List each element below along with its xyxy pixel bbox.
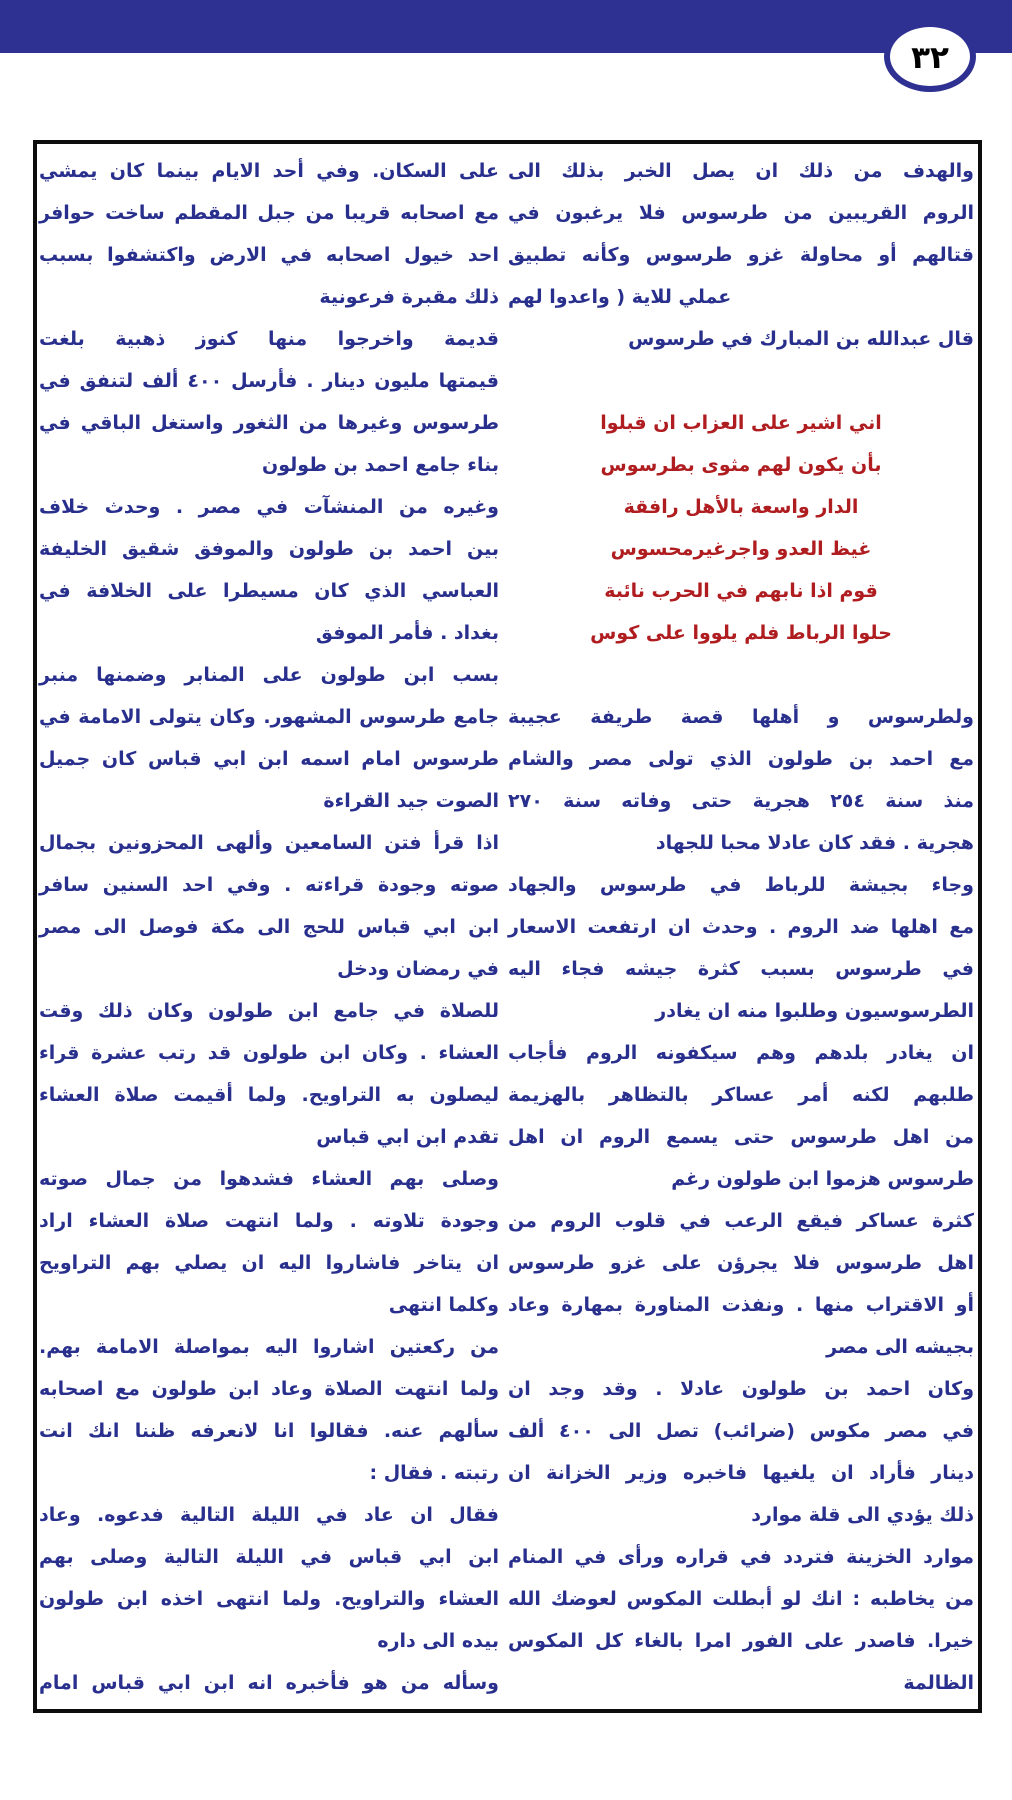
text-line: ابن ابي قباس في الليلة التالية وصلى بهم — [39, 1546, 499, 1568]
text-line: سألهم عنه. فقالوا انا لانعرفه ظننا انك انت — [39, 1420, 499, 1442]
text-line: ابن ابي قباس للحج الى مكة فوصل الى مصر — [39, 916, 499, 938]
text-line: من ركعتين اشاروا اليه بمواصلة الامامة بهم. — [39, 1336, 499, 1358]
text-line: ولطرسوس و أهلها قصة طريفة عجيبة — [508, 706, 974, 728]
text-line: حلوا الرباط فلم يلووا على كوس — [590, 622, 892, 644]
text-line: احد خيول اصحابه في الارض واكتشفوا بسبب — [39, 244, 499, 266]
text-line: قوم اذا نابهم في الحرب نائبة — [604, 580, 878, 602]
text-line: الطرسوسيون وطلبوا منه ان يغادر — [655, 1000, 974, 1022]
text-line: أو الاقتراب منها . ونفذت المناورة بمهارة وعاد — [508, 1294, 974, 1316]
text-line: ان يتاخر فاشاروا اليه ان يصلي بهم التراويح — [39, 1252, 499, 1274]
text-line: مع اهلها ضد الروم . وحدث ان ارتفعت الاسعار — [508, 916, 974, 938]
text-line: وصلى بهم العشاء فشدهوا من جمال صوته — [39, 1168, 499, 1190]
text-line: بسب ابن طولون على المنابر وضمنها منبر — [39, 664, 499, 686]
text-line: طرسوس هزموا ابن طولون رغم — [671, 1168, 974, 1190]
text-line: وكلما انتهى — [388, 1294, 499, 1316]
text-line: تقدم ابن ابي قباس — [316, 1126, 499, 1148]
text-line: ان يغادر بلدهم وهم سيكفونه الروم فأجاب — [508, 1042, 974, 1064]
text-line: قيمتها مليون دينار . فأرسل ٤٠٠ ألف لتنفق في — [39, 370, 499, 392]
text-line: مع اصحابه قريبا من جبل المقطم ساخت حوافر — [39, 202, 499, 224]
text-line: غيظ العدو واجرغيرمحسوس — [610, 538, 872, 560]
text-line: ذلك مقبرة فرعونية — [319, 286, 499, 308]
text-line: الدار واسعة بالأهل رافقة — [623, 496, 859, 518]
text-line: على السكان. وفي أحد الايام بينما كان يمشي — [39, 160, 499, 182]
content-frame — [33, 140, 982, 1713]
text-line: منذ سنة ٢٥٤ هجرية حتى وفاته سنة ٢٧٠ — [508, 790, 975, 812]
text-line: الصوت جيد القراءة — [323, 790, 499, 812]
text-line: وسأله من هو فأخبره انه ابن ابي قباس امام — [39, 1672, 499, 1694]
text-line: طرسوس امام اسمه ابن ابي قباس كان جميل — [39, 748, 499, 770]
text-line: في رمضان ودخل — [337, 958, 499, 980]
text-line: العشاء والتراويح. ولما انتهى اخذه ابن طولون — [39, 1588, 499, 1610]
text-line: كثرة عساكر فيقع الرعب في قلوب الروم من — [508, 1210, 974, 1232]
text-column-left — [39, 150, 499, 1704]
text-line: عملي للاية ( واعدوا لهم — [508, 286, 732, 308]
text-line: من اهل طرسوس حتى يسمع الروم ان اهل — [508, 1126, 974, 1148]
text-line: ذلك يؤدي الى قلة موارد — [751, 1504, 974, 1526]
text-line: مع احمد بن طولون الذي تولى مصر والشام — [508, 748, 974, 770]
text-line: وغيره من المنشآت في مصر . وحدث خلاف — [39, 496, 499, 518]
text-line: في مصر مكوس (ضرائب) تصل الى ٤٠٠ ألف — [508, 1420, 975, 1442]
text-line — [508, 654, 974, 696]
text-line: بجيشه الى مصر — [826, 1336, 974, 1358]
text-line: ولما انتهت الصلاة وعاد ابن طولون مع اصحابه — [39, 1378, 499, 1400]
text-line: وكان احمد بن طولون عادلا . وقد وجد ان — [508, 1378, 974, 1400]
text-line: بناء جامع احمد بن طولون — [262, 454, 499, 476]
text-line: طلبهم لكنه أمر عساكر بالتظاهر بالهزيمة — [508, 1084, 974, 1106]
text-line: الظالمة — [903, 1672, 974, 1694]
text-line: وجودة تلاوته . ولما انتهت صلاة العشاء اراد — [39, 1210, 499, 1232]
text-line: والهدف من ذلك ان يصل الخبر بذلك الى — [508, 160, 974, 182]
page-number: ٣٢ — [911, 40, 949, 76]
text-line: موارد الخزينة فتردد في قراره ورأى في المنام — [508, 1546, 974, 1568]
text-line: ليصلون به التراويح. ولما أقيمت صلاة العشاء — [39, 1084, 499, 1106]
text-line: الروم القريبين من طرسوس فلا يرغبون في — [508, 202, 974, 224]
text-line: العشاء . وكان ابن طولون قد رتب عشرة قراء — [39, 1042, 499, 1064]
page-number-badge — [884, 21, 976, 92]
text-line: العباسي الذي كان مسيطرا على الخلافة في — [39, 580, 499, 602]
text-line: بغداد . فأمر الموفق — [315, 622, 499, 644]
text-line: اذا قرأ فتن السامعين وألهى المحزونين بجمال — [39, 832, 499, 854]
text-line — [508, 360, 974, 402]
text-line: طرسوس وغيرها من الثغور واستغل الباقي في — [39, 412, 499, 434]
text-line: قديمة واخرجوا منها كنوز ذهبية بلغت — [39, 328, 499, 350]
text-line: بأن يكون لهم مثوى بطرسوس — [600, 454, 882, 476]
text-line: خيرا. فاصدر على الفور امرا بالغاء كل المكوس — [508, 1630, 974, 1652]
text-line: رتبته . فقال : — [369, 1462, 499, 1484]
text-line: قتالهم أو محاولة غزو طرسوس وكأنه تطبيق — [508, 244, 974, 266]
text-column-right — [508, 150, 974, 1704]
header-bar — [0, 0, 1012, 53]
text-line: للصلاة في جامع ابن طولون وكان ذلك وقت — [39, 1000, 499, 1022]
text-line: بين احمد بن طولون والموفق شقيق الخليفة — [39, 538, 499, 560]
text-line: هجرية . فقد كان عادلا محبا للجهاد — [655, 832, 974, 854]
text-line: اهل طرسوس فلا يجرؤن على غزو طرسوس — [508, 1252, 974, 1274]
text-line: دينار فأراد ان يلغيها فاخبره وزير الخزانة ان — [508, 1462, 974, 1484]
text-line: في طرسوس بسبب كثرة جيشه فجاء اليه — [508, 958, 974, 980]
text-line: اني اشير على العزاب ان قبلوا — [600, 412, 882, 434]
text-line: وجاء بجيشة للرباط في طرسوس والجهاد — [508, 874, 974, 896]
text-line: من يخاطبه : انك لو أبطلت المكوس لعوضك الله — [508, 1588, 974, 1610]
text-line: بيده الى داره — [377, 1630, 499, 1652]
text-line: قال عبدالله بن المبارك في طرسوس — [628, 328, 974, 350]
text-line: جامع طرسوس المشهور. وكان يتولى الامامة في — [39, 706, 499, 728]
text-line: فقال ان عاد في الليلة التالية فدعوه. وعاد — [39, 1504, 499, 1526]
text-line: صوته وجودة قراءته . وفي احد السنين سافر — [39, 874, 499, 896]
